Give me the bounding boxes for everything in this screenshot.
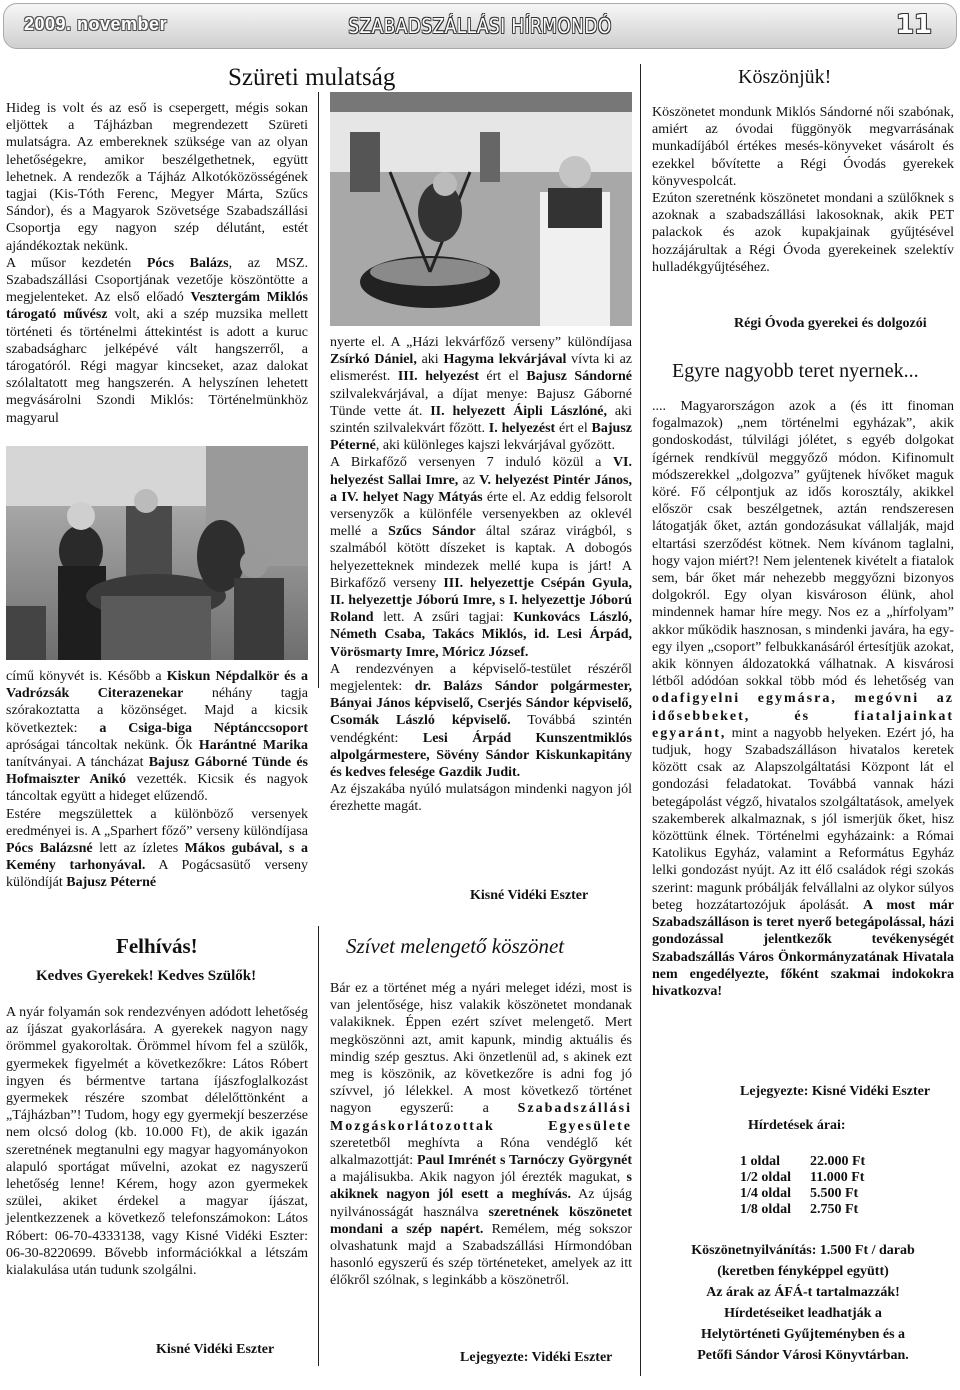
felhivas-subtitle: Kedves Gyerekek! Kedves Szülők! bbox=[36, 968, 257, 984]
paragraph: A rendezvényen a képviselő-testület részéről megjelentek: dr. Balázs Sándor polgármester, Bányai János képviselő, Cserjés Sándor képviselő, Csomák László képviselő. Továbbá szintén vendégként: Lesi Árpád Kunszentmiklós alpolgármestere, Sövény Sándor Kiskunkapitány és kedves felesége Gazdik Judit. bbox=[330, 661, 633, 781]
page-number: 11 bbox=[895, 10, 932, 40]
paragraph: nyerte el. A „Házi lekvárfőző verseny” különdíjasa Zsírkó Dániel, aki Hagyma lekvárjával vívta ki az elismerést. III. helyezést ért el Bajusz Sándorné szilvalekvárjával, a díjat menye: Bajusz Gáborné Tünde vette át. II. helyezett Áipli Lászlóné, aki szintén szilvalekvárt főzött. I. helyezést ért el Bajusz Péterné, aki különleges kajszi lekvárjával győzött. bbox=[330, 335, 633, 454]
issue-date: 2009. november bbox=[24, 14, 168, 34]
ads-line: Petőfi Sándor Városi Könyvtárban. bbox=[697, 1348, 909, 1363]
paragraph: .... Magyarországon azok a (és itt finoman fogalmazok) „nem történelmi egyházak”, akik gondoskodást, túlvilági jólétet, s egyéb dolgokat ígérnek rendkívül meggyőző módon. Kifinomult módszerekkel „dolgozva” gyűjtenek hívőket maguk köré. Fő célpontjuk az idős korosztály, akikkel először csak beszélgetnek, aztán rendszeresen látogatják őket, aztán gondozásukat vállalják, majd eltartási szerződést kötnek. Nem kívánom taglalni, hogy vajon miért?! Nem jelentenek kivételt a fiatalok sem, bár őket már nehezebb meggyőzni bizonyos dolgokról. Egy olyan kisvároson élünk, ahol mindennek hamar híre megy. Nos ez a „hírfolyam” akkor működik hasznosan, s mindenki javára, ha egy-egy ilyen „csoport” felbukkanásáról értesítjük azokat, akik könnyen áldozatokká válhatnak. A kisvárosi létből adódóan sokkal több mód és lehetőség van odafigyelni egymásra, megóvni az idősebbeket, és fiataljainkat egyaránt, mint a nagyobb helyeken. Ezért jó, ha tudjuk, hogy Szabadszálláson hivatalos keretek között csak az Alapszolgáltatási Központ lát el gondozási feladatokat. Továbbá vannak házi betegápolást végző, hivatalos szolgáltatások, amelyek szakemberek alkalmaznak, s jól ismerjük őket, hisz közöttünk élnek. Történelmi egyházaink: a Római Katolikus Egyház, valamint a Református Egyház lelki gondozást nyújt. Az itt élő családok régi szokás szerint: magunk próbálják felvállalni az olykor súlyos beteg hozzátartozójuk ápolását. A most már Szabadszálláson is teret nyerő betegápolással, házi gondozással jelentkezők tevékenységét Szabadszállás Város Önkormányzatának Hivatala nem engedélyezte, főként szakmai indokokra hivatkozva! bbox=[652, 399, 954, 999]
szivet-body bbox=[330, 980, 632, 1290]
paragraph: Az éjszakába nyúló mulatságon mindenki nagyon jól érezhette magát. bbox=[330, 782, 632, 815]
ads-line: Köszönetnyilvánítás: 1.500 Ft / darab bbox=[691, 1243, 915, 1258]
photo-wine-press bbox=[6, 446, 308, 660]
paragraph: A Birkafőző versenyen 7 induló közül a VI. helyezést Sallai Imre, az V. helyezést Pintér János, a IV. helyet Nagy Mátyás érte el. Az eddig felsorolt versenyzők a különféle versenyekben az oklevél mellé a Szűcs Sándor által száraz virágból, s szalmából kötött díszeket is kaptak. A dobogós helyezetteknek mindezek mellé kupa is járt! A Birkafőző verseny III. helyezettje Csépán Gyula, II. helyezettje Jóború Imre, s I. helyezettje Jóború Roland lett. A zsűri tagjai: Kunkovács László, Németh Csaba, Takács Miklós, id. Lesi Árpád, Vörösmarty Imre, Móricz József. bbox=[330, 455, 632, 660]
szureti-col1-bottom bbox=[6, 668, 308, 892]
ads-line: Az árak az ÁFÁ-t tartalmazzák! bbox=[706, 1285, 900, 1300]
szivet-signature: Lejegyezte: Vidéki Eszter bbox=[460, 1350, 613, 1365]
felhivas-title: Felhívás! bbox=[116, 934, 198, 958]
egyre-title: Egyre nagyobb teret nyernek... bbox=[672, 360, 919, 382]
koszonjuk-signature: Régi Óvoda gyerekei és dolgozói bbox=[734, 316, 927, 331]
szivet-title: Szívet melengető köszönet bbox=[346, 934, 565, 958]
paragraph: Bár ez a történet még a nyári meleget idézi, most is van jelentősége, hisz valakik köszönetet mondanak valakiknek. Éppen ezért szívet melengető. Mert megköszönni azt, amit kapunk, mindig aktuális és mindig szép gesztus. Aki önzetlenül ad, s akinek ezt meg is köszönik, az következőre is adni fog jó szívvel, jó lélekkel. A most következő történet nagyon egyszerű: a Szabadszállási Mozgáskorlátozottak Egyesülete szeretetből meghívta a Róna vendéglő két alkalmazottját: Paul Imrénét s Tarnóczy Györgynét a majálisukba. Akik nagyon jól érezték magukat, s akiknek nagyon jól esett a meghívás. Az újság nyilvánosságát használva szeretnének köszönetet mondani a szép napért. Remélem, még sokszor olvashatunk majd a Szabadszállási Hírmondóban hasonló egyszerű és szép történeteket, amelyek az itt élőkről szólnak, s leginkább a köszönetről. bbox=[330, 981, 633, 1289]
ads-row: 1/4 oldal 5.500 Ft bbox=[740, 1186, 859, 1201]
ads-title: Hírdetések árai: bbox=[748, 1118, 846, 1133]
szureti-col2 bbox=[330, 334, 632, 816]
koszonjuk-body bbox=[652, 104, 954, 276]
paragraph: Estére megszülettek a különböző versenyek eredményei is. A „Sparhert főző” verseny különdíjasa Pócs Balázsné lett az ízletes Mákos gubával, s a Kemény tarhonyával. A Pogácsasütő verseny különdíját Bajusz Péterné bbox=[6, 806, 308, 891]
ads-line: (keretben fényképpel együtt) bbox=[717, 1264, 889, 1279]
paragraph: című könyvét is. Később a Kiskun Népdalkör és a Vadrózsák Citerazenekar néhány tagja szórakoztatta a közönséget. Majd a kicsik következtek: a Csiga-biga Néptánccsoport apróságai táncoltak nekünk. Ők Harántné Marika tanítványai. A táncházat Bajusz Gáborné Tünde és Hofmaiszter Anikó vezették. Kicsik és nagyok táncoltak együtt a hideget elűzendő. bbox=[6, 669, 309, 805]
newspaper-title: SZABADSZÁLLÁSI HÍRMONDÓ bbox=[348, 14, 612, 38]
ads-row: 1 oldal 22.000 Ft bbox=[740, 1154, 866, 1169]
paragraph: Hideg is volt és az eső is csepergett, mégis sokan eljöttek a Tájházban megrendezett Szüreti mulatságra. Az embereknek szüksége van az olyan lehetőségekre, amikor beszélgethetnek, együtt lehetnek. A rendezők a Tájház Alkotóközösségének tagjai (Kis-Tóth Ferenc, Megyer Márta, Szűcs Sándor), és a Magyarok Szövetsége Szabadszállási Csoportja egy nagyon szép délutánt, estét ajándékoztak nekünk. bbox=[6, 101, 308, 254]
paragraph: A nyár folyamán sok rendezvényen adódott lehetőség az íjászat gyakorlására. A gyerekek nagyon nagy örömmel gyakoroltak. Örömmel hívom fel a szülők, gyermekek figyelmét a következőkre: Látos Róbert ingyen és bérmentve tartana íjászfoglalkozást gyermekek részére szombat délelőttönként a „Tájházban”! Tudom, hogy egy gyermekjí beszerzése nem olcsó dolog (kb. 10.000 Ft), de akik igazán szeretnének megtanulni egy magyar hagyományokon alapuló sportágat művelni, azokat ez nagyszerű lehetőség lenne! Kérem, hogy azon gyermekek szülei, akiket érdekel a magyar íjászat, jelentkezzenek a következő telefonszámokon: Látos Róbert: 06-70-4333138, vagy Kisné Vidéki Eszter: 06-30-8220699. Bővebb információkkal a létszám kialakulása után tudunk szolgálni. bbox=[6, 1005, 308, 1279]
szureti-col1-top bbox=[6, 100, 308, 427]
paragraph: Ezúton szeretnénk köszönetet mondani a szülőknek s azoknak a szabadszállási lakosoknak, akik PET palackok és azok kupakjainak gyűjtésével hozzájárultak a Régi Óvoda gyerekeinek szelektív hulladékgyűjtéséhez. bbox=[652, 191, 954, 275]
photo-cooking bbox=[330, 92, 632, 326]
felhivas-signature: Kisné Vidéki Eszter bbox=[156, 1342, 275, 1357]
column-divider bbox=[318, 926, 319, 1366]
felhivas-body bbox=[6, 1004, 308, 1279]
ads-line: Helytörténeti Gyűjteményben és a bbox=[700, 1327, 906, 1342]
paragraph: Köszönetet mondunk Miklós Sándorné női szabónak, amiért az óvodai függönyök megvarrásának munkadíjából értékes mesés-könyveket vásárolt és ezekkel bővítette a Régi Óvodás gyerekek könyvespolcát. bbox=[652, 105, 954, 189]
paragraph: A műsor kezdetén Pócs Balázs, az MSZ. Szabadszállási Csoportjának vezetője köszöntötte a megjelenteket. Az első előadó Vesztergám Miklós tárogató művész volt, aki a szép muzsika mellett történeti és történelmi áttekintést is adott a kuruc szabadságharc jelképévé vált hangszerről, a tárogatóról. Régi magyar kincseket, azaz dalokat szólaltatott meg hangszerén. A helyszínen lehetett megvásárolni Szondi Miklós: Történelmünkhöz magyarul bbox=[6, 255, 308, 426]
column-divider bbox=[640, 64, 641, 1376]
egyre-signature: Lejegyezte: Kisné Vidéki Eszter bbox=[740, 1084, 931, 1099]
ads-footer bbox=[652, 1240, 954, 1366]
article-title: Szüreti mulatság bbox=[228, 64, 396, 91]
koszonjuk-title: Köszönjük! bbox=[738, 66, 832, 88]
ads-row: 1/8 oldal 2.750 Ft bbox=[740, 1202, 859, 1217]
egyre-body bbox=[652, 398, 954, 1000]
ads-line: Hírdetéseiket leadhatják a bbox=[724, 1306, 882, 1321]
column-divider bbox=[318, 92, 319, 688]
szureti-signature: Kisné Vidéki Eszter bbox=[470, 888, 589, 903]
ads-row: 1/2 oldal 11.000 Ft bbox=[740, 1170, 865, 1185]
ads-price-table bbox=[740, 1154, 920, 1218]
